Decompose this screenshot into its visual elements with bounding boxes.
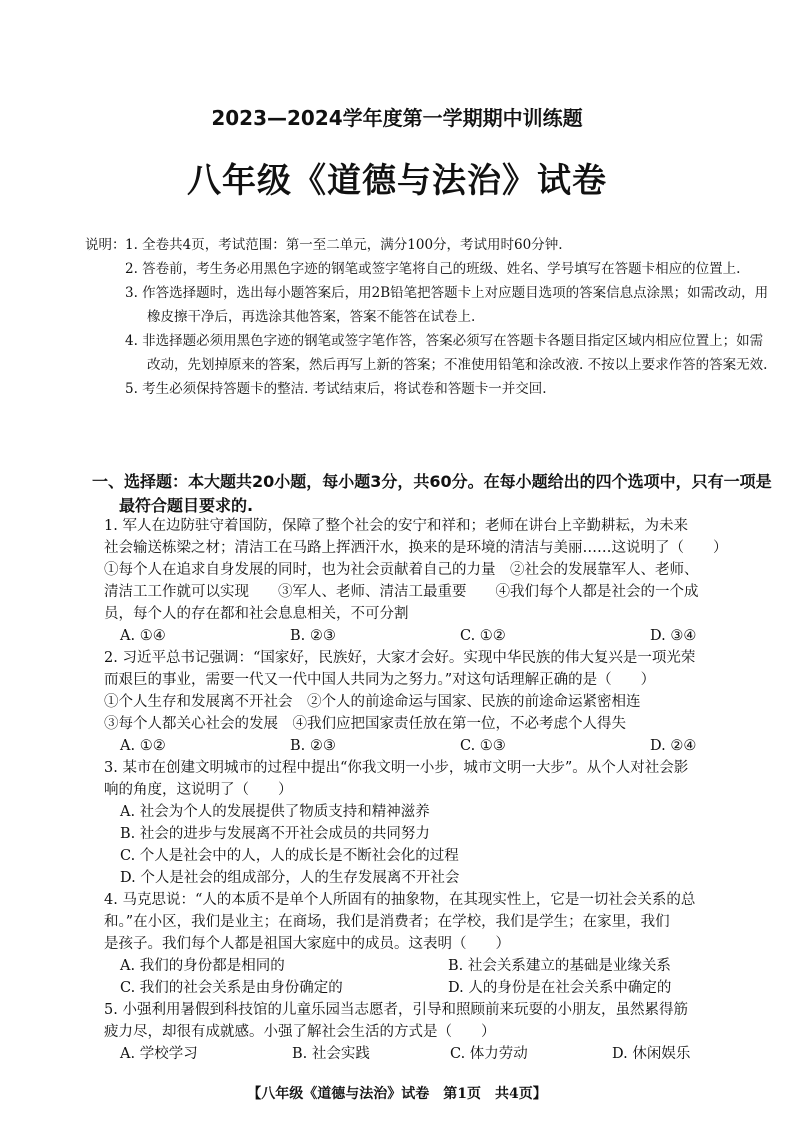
question-4 — [104, 889, 776, 999]
option-c: C. ①② — [460, 628, 506, 644]
question-2-options — [104, 735, 776, 757]
option-d: D. ②④ — [650, 738, 697, 754]
page-footer: 【八年级《道德与法治》试卷 第1页 共4页】 — [247, 1086, 547, 1102]
option-a: A. 社会为个人的发展提供了物质支持和精神滋养 — [120, 804, 430, 820]
question-1-line: 社会输送栋梁之材；清洁工在马路上挥洒汗水，换来的是环境的清洁与美丽……这说明了（ ） — [104, 540, 728, 556]
option-b: B. 社会实践 — [292, 1046, 370, 1062]
option-c: C. 体力劳动 — [450, 1046, 528, 1062]
question-4-options-row2 — [104, 977, 776, 999]
section-heading-choice: 一、选择题：本大题共20小题，每小题3分，共60分。在每小题给出的四个选项中，只有一项是最符合题目要求的. — [92, 472, 772, 515]
option-b: B. 社会的进步与发展离不开社会成员的共同努力 — [120, 826, 430, 842]
option-b: B. 社会关系建立的基础是业缘关系 — [448, 958, 671, 974]
instruction-item-3: 3. 作答选择题时，选出每小题答案后，用2B铅笔把答题卡上对应题目选项的答案信息点涂黑；如需改动，用橡皮擦干净后，再选涂其他答案，答案不能答在试卷上. — [125, 285, 769, 325]
questions-list — [104, 515, 776, 1065]
question-1-line: 清洁工工作就可以实现 ③军人、老师、清洁工最重要 ④我们每个人都是社会的一个成 — [104, 584, 699, 600]
question-5-line: 疲力尽，却很有成就感。小强了解社会生活的方式是（ ） — [104, 1024, 496, 1040]
instruction-item-4: 4. 非选择题必须用黑色字迹的钢笔或签字笔作答，答案必须写在答题卡各题目指定区域内相应位置上；如需改动，先划掉原来的答案，然后再写上新的答案；不准使用铅笔和涂改液. 不按以上要求作答的答案无效. — [125, 333, 768, 373]
question-2-line: 2. 习近平总书记强调：“国家好，民族好，大家才会好。实现中华民族的伟大复兴是一项光荣 — [104, 650, 696, 666]
option-b: B. ②③ — [290, 628, 336, 644]
option-a: A. ①② — [120, 738, 166, 754]
option-c: C. 我们的社会关系是由身份确定的 — [120, 980, 343, 996]
instruction-item-5: 5. 考生必须保持答题卡的整洁. 考试结束后，将试卷和答题卡一并交回. — [125, 381, 547, 397]
option-d: D. 休闲娱乐 — [612, 1046, 691, 1062]
question-4-line: 和。”在小区，我们是业主；在商场，我们是消费者；在学校，我们是学生；在家里，我们 — [104, 914, 670, 930]
question-2-line: ①个人生存和发展离不开社会 ②个人的前途命运与国家、民族的前途命运紧密相连 — [104, 694, 641, 710]
option-d: D. 个人是社会的组成部分，人的生存发展离不开社会 — [120, 870, 460, 886]
question-4-line: 是孩子。我们每个人都是祖国大家庭中的成员。这表明（ ） — [104, 936, 510, 952]
question-2 — [104, 647, 776, 757]
question-4-options-row1 — [104, 955, 776, 977]
question-5 — [104, 999, 776, 1065]
option-a: A. 学校学习 — [120, 1046, 198, 1062]
question-1-line: 1. 军人在边防驻守着国防，保障了整个社会的安宁和祥和；老师在讲台上辛勤耕耘，为未来 — [104, 518, 688, 534]
exam-term-title: 2023—2024学年度第一学期期中训练题 — [211, 106, 583, 130]
question-5-options — [104, 1043, 776, 1065]
option-d: D. ③④ — [650, 628, 697, 644]
question-3-line: 3. 某市在创建文明城市的过程中提出“你我文明一小步，城市文明一大步”。从个人对社会影 — [104, 760, 689, 776]
option-c: C. ①③ — [460, 738, 506, 754]
question-5-line: 5. 小强利用暑假到科技馆的儿童乐园当志愿者，引导和照顾前来玩耍的小朋友，虽然累得筋 — [104, 1002, 688, 1018]
instructions-label: 说明： — [85, 237, 126, 253]
option-a: A. 我们的身份都是相同的 — [120, 958, 285, 974]
question-1-line: ①每个人在追求自身发展的同时，也为社会贡献着自己的力量 ②社会的发展靠军人、老师、 — [104, 562, 699, 578]
instruction-item-2: 2. 答卷前，考生务必用黑色字迹的钢笔或签字笔将自己的班级、姓名、学号填写在答题卡相应的位置上. — [125, 261, 741, 277]
exam-subject-title: 八年级《道德与法治》试卷 — [187, 161, 607, 201]
instruction-item-1: 1. 全卷共4页，考试范围：第一至二单元，满分100分，考试用时60分钟. — [125, 237, 563, 253]
question-1-line: 员，每个人的存在都和社会息息相关，不可分割 — [104, 606, 409, 622]
question-3 — [104, 757, 776, 889]
option-d: D. 人的身份是在社会关系中确定的 — [448, 980, 672, 996]
question-2-line: 而艰巨的事业，需要一代又一代中国人共同为之努力。”对这句话理解正确的是（ ） — [104, 672, 656, 688]
question-4-line: 4. 马克思说：“人的本质不是单个人所固有的抽象物，在其现实性上，它是一切社会关系的总 — [104, 892, 696, 908]
option-b: B. ②③ — [290, 738, 336, 754]
option-c: C. 个人是社会中的人，人的成长是不断社会化的过程 — [120, 848, 459, 864]
question-2-line: ③每个人都关心社会的发展 ④我们应把国家责任放在第一位，不必考虑个人得失 — [104, 716, 626, 732]
question-3-line: 响的角度，这说明了（ ） — [104, 782, 293, 798]
question-1-options — [104, 625, 776, 647]
instructions-block — [85, 233, 775, 401]
question-1 — [104, 515, 776, 647]
option-a: A. ①④ — [120, 628, 166, 644]
